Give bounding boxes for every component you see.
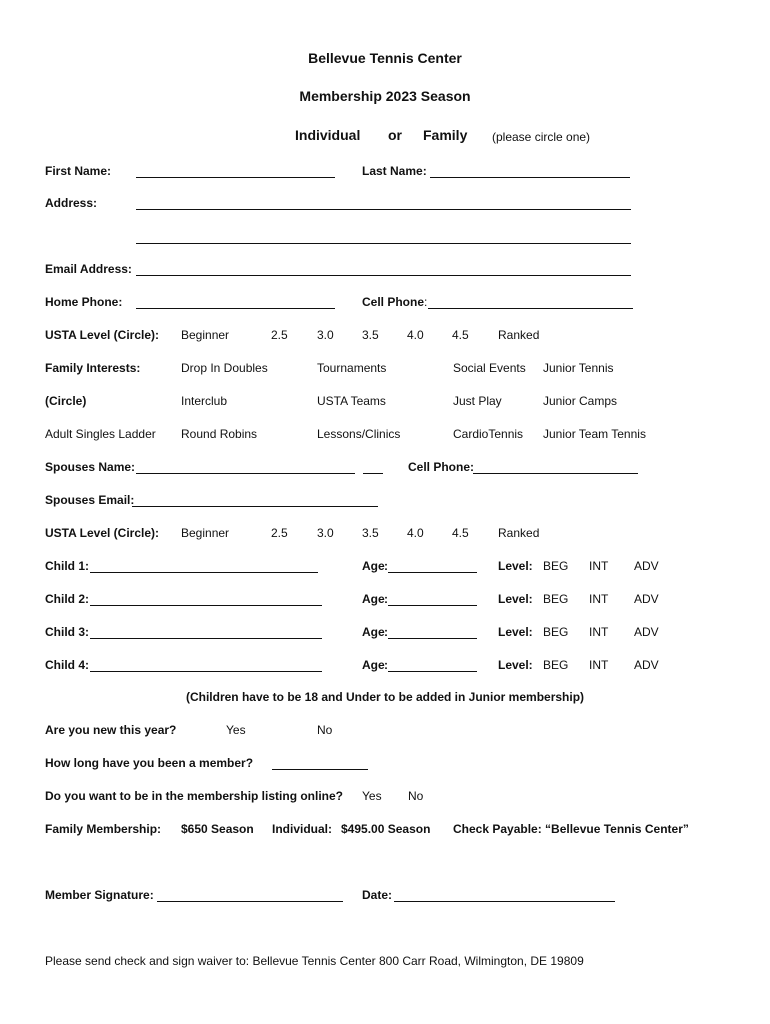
- interest-tournaments[interactable]: Tournaments: [317, 361, 387, 375]
- child-1-int[interactable]: INT: [589, 559, 609, 573]
- spouses-name-field-extra[interactable]: [363, 473, 383, 474]
- spouse-level-3-5[interactable]: 3.5: [362, 526, 379, 540]
- spouse-usta-level-label: USTA Level (Circle):: [45, 526, 160, 540]
- interest-adult-singles-ladder[interactable]: Adult Singles Ladder: [45, 427, 156, 441]
- child-2-field[interactable]: [90, 605, 322, 606]
- last-name-label: Last Name:: [362, 164, 427, 178]
- family-membership-label: Family Membership:: [45, 822, 162, 836]
- spouse-level-4-0[interactable]: 4.0: [407, 526, 424, 540]
- child-4-age-label: Age: [362, 658, 385, 672]
- child-1-label: Child 1:: [45, 559, 89, 573]
- child-1-age-field[interactable]: [388, 572, 477, 573]
- form-title: Bellevue Tennis Center: [308, 50, 462, 66]
- spouse-level-beginner[interactable]: Beginner: [181, 526, 230, 540]
- interest-interclub[interactable]: Interclub: [181, 394, 228, 408]
- child-3-age-field[interactable]: [388, 638, 477, 639]
- child-3-text: Child 3: [45, 625, 86, 639]
- email-field[interactable]: [136, 275, 631, 276]
- child-4-adv[interactable]: ADV: [634, 658, 659, 672]
- level-3-0[interactable]: 3.0: [317, 328, 334, 342]
- spouses-email-label: Spouses Email:: [45, 493, 135, 507]
- individual-membership-label: Individual:: [272, 822, 332, 836]
- date-field[interactable]: [394, 901, 615, 902]
- home-phone-field[interactable]: [136, 308, 335, 309]
- interest-junior-team-tennis[interactable]: Junior Team Tennis: [543, 427, 646, 441]
- child-1-adv[interactable]: ADV: [634, 559, 659, 573]
- interest-junior-camps[interactable]: Junior Camps: [543, 394, 618, 408]
- spouses-name-label: Spouses Name:: [45, 460, 136, 474]
- address-label: Address:: [45, 196, 98, 210]
- child-1-age-colon: :: [384, 559, 388, 573]
- home-phone-label: Home Phone:: [45, 295, 123, 309]
- or-text: or: [388, 127, 402, 143]
- last-name-field[interactable]: [430, 177, 630, 178]
- child-3-beg[interactable]: BEG: [543, 625, 569, 639]
- cell-phone-label: [362, 294, 427, 310]
- email-label: Email Address:: [45, 262, 132, 276]
- child-4-level-label: Level:: [498, 658, 533, 672]
- children-note: (Children have to be 18 and Under to be added in Junior membership): [185, 690, 585, 704]
- new-no-option[interactable]: No: [317, 723, 333, 737]
- child-3-int[interactable]: INT: [589, 625, 609, 639]
- child-1-beg[interactable]: BEG: [543, 559, 569, 573]
- date-label: Date:: [362, 888, 393, 902]
- option-individual[interactable]: Individual: [295, 127, 361, 143]
- child-3-field[interactable]: [90, 638, 322, 639]
- interest-drop-in-doubles[interactable]: Drop In Doubles: [181, 361, 268, 375]
- listing-online-label: Do you want to be in the membership listing online?: [45, 789, 344, 803]
- how-long-label: How long have you been a member?: [45, 756, 254, 770]
- option-family[interactable]: Family: [423, 127, 468, 143]
- child-2-level-label: Level:: [498, 592, 533, 606]
- circle-note: (please circle one): [492, 130, 591, 144]
- child-4-label: Child 4:: [45, 658, 90, 672]
- cell-phone-text: Cell Phone: [362, 295, 425, 309]
- cell-phone-field[interactable]: [428, 308, 633, 309]
- child-4-text: Child 4: [45, 658, 86, 672]
- child-2-beg[interactable]: BEG: [543, 592, 569, 606]
- how-long-field[interactable]: [272, 769, 368, 770]
- child-3-adv[interactable]: ADV: [634, 625, 659, 639]
- level-beginner[interactable]: Beginner: [181, 328, 230, 342]
- circle-label: (Circle): [45, 394, 87, 408]
- interest-cardio-tennis[interactable]: CardioTennis: [453, 427, 524, 441]
- child-2-int[interactable]: INT: [589, 592, 609, 606]
- cell-phone-colon: :: [424, 295, 428, 309]
- new-yes-option[interactable]: Yes: [226, 723, 246, 737]
- child-4-int[interactable]: INT: [589, 658, 609, 672]
- child-2-label: Child 2:: [45, 592, 90, 606]
- level-3-5[interactable]: 3.5: [362, 328, 379, 342]
- child-2-age-label: Age: [362, 592, 385, 606]
- child-2-text: Child 2: [45, 592, 86, 606]
- address-field-1[interactable]: [136, 209, 631, 210]
- child-3-age-label: Age: [362, 625, 385, 639]
- usta-level-label: USTA Level (Circle):: [45, 328, 160, 342]
- child-1-age-label: Age: [362, 559, 385, 573]
- level-4-5[interactable]: 4.5: [452, 328, 469, 342]
- interest-junior-tennis[interactable]: Junior Tennis: [543, 361, 614, 375]
- family-interests-label: Family Interests:: [45, 361, 141, 375]
- child-3-age-colon: :: [384, 625, 388, 639]
- listing-no-option[interactable]: No: [408, 789, 424, 803]
- child-2-age-field[interactable]: [388, 605, 477, 606]
- child-1-level-label: Level:: [498, 559, 533, 573]
- level-4-0[interactable]: 4.0: [407, 328, 424, 342]
- child-1-field[interactable]: [90, 572, 318, 573]
- spouse-level-4-5[interactable]: 4.5: [452, 526, 469, 540]
- child-2-age-colon: :: [384, 592, 388, 606]
- spouse-cell-field[interactable]: [473, 473, 638, 474]
- member-signature-text: Member Signature: [45, 888, 150, 902]
- member-signature-field[interactable]: [157, 901, 343, 902]
- form-subtitle: Membership 2023 Season: [299, 88, 471, 104]
- individual-membership-price: $495.00 Season: [341, 822, 431, 836]
- level-ranked[interactable]: Ranked: [498, 328, 540, 342]
- spouse-level-ranked[interactable]: Ranked: [498, 526, 540, 540]
- interest-round-robins[interactable]: Round Robins: [181, 427, 258, 441]
- address-field-2[interactable]: [136, 243, 631, 244]
- first-name-label: First Name:: [45, 164, 112, 178]
- first-name-field[interactable]: [136, 177, 335, 178]
- spouses-name-field[interactable]: [136, 473, 355, 474]
- child-4-field[interactable]: [90, 671, 322, 672]
- child-3-label: Child 3:: [45, 625, 90, 639]
- interest-just-play[interactable]: Just Play: [453, 394, 502, 408]
- family-membership-price: $650 Season: [181, 822, 254, 836]
- interest-lessons-clinics[interactable]: Lessons/Clinics: [317, 427, 401, 441]
- check-payable-text: Check Payable: “Bellevue Tennis Center”: [453, 822, 689, 836]
- spouse-cell-label: Cell Phone:: [408, 460, 475, 474]
- spouses-email-field[interactable]: [132, 506, 378, 507]
- listing-yes-option[interactable]: Yes: [362, 789, 382, 803]
- child-4-age-colon: :: [384, 658, 388, 672]
- interest-usta-teams[interactable]: USTA Teams: [317, 394, 386, 408]
- spouse-level-3-0[interactable]: 3.0: [317, 526, 334, 540]
- level-2-5[interactable]: 2.5: [271, 328, 288, 342]
- child-3-level-label: Level:: [498, 625, 533, 639]
- member-signature-label: Member Signature:: [45, 888, 154, 902]
- spouse-level-2-5[interactable]: 2.5: [271, 526, 288, 540]
- new-this-year-label: Are you new this year?: [45, 723, 177, 737]
- footer-mailing-instructions: Please send check and sign waiver to: Bellevue Tennis Center 800 Carr Road, Wilmington, DE 19809: [45, 954, 584, 968]
- child-4-beg[interactable]: BEG: [543, 658, 569, 672]
- child-4-age-field[interactable]: [388, 671, 477, 672]
- child-2-adv[interactable]: ADV: [634, 592, 659, 606]
- interest-social-events[interactable]: Social Events: [453, 361, 526, 375]
